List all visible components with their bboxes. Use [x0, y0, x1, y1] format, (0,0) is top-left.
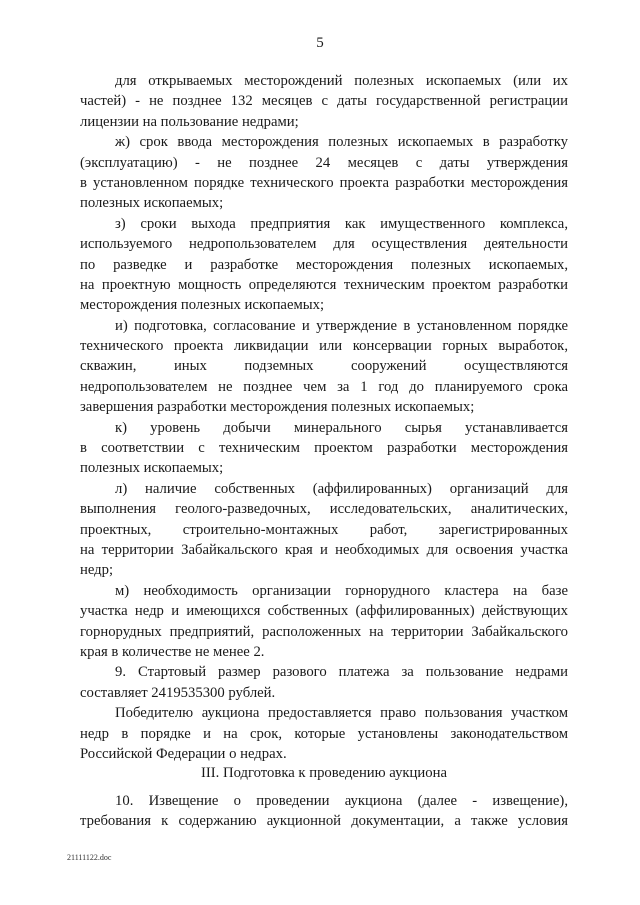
text-line: 9. Стартовый размер разового платежа за пользование недрами — [115, 664, 568, 681]
page-number: 5 — [316, 35, 324, 51]
text-line: в установленном порядке технического проекта разработки месторождения — [80, 174, 568, 191]
tail-text — [80, 791, 568, 832]
text-line: составляет 2419535300 рублей. — [80, 684, 276, 701]
text-line: требования к содержанию аукционной документации, а также условия — [80, 813, 568, 830]
text-line: и) подготовка, согласование и утверждение в установленном порядке — [115, 317, 568, 334]
text-line: (эксплуатацию) - не позднее 24 месяцев с даты утверждения — [80, 154, 568, 171]
text-line: месторождения полезных ископаемых; — [80, 297, 325, 314]
text-line: для открываемых месторождений полезных ископаемых (или их — [115, 73, 568, 89]
text-line: м) необходимость организации горнорудного кластера на базе — [115, 582, 568, 599]
text-line: недропользователем не позднее чем за 1 год до планируемого срока — [80, 378, 568, 395]
text-line: лицензии на пользование недрами; — [80, 113, 299, 130]
footer-file-code: 21111122.doc — [67, 853, 112, 862]
text-line: горнорудных предприятий, расположенных на территории Забайкальского — [80, 623, 568, 640]
text-line: проектных, строительно-монтажных работ, зарегистрированных — [80, 521, 568, 538]
text-line: участка недр и имеющихся собственных (аффилированных) действующих — [80, 603, 568, 620]
text-line: края в количестве не менее 2. — [80, 643, 265, 660]
body-text — [80, 71, 568, 764]
text-line: Победителю аукциона предоставляется право пользования участком — [115, 705, 568, 722]
text-line: в соответствии с техническим проектом разработки месторождения — [80, 440, 568, 457]
text-line: выполнения геолого-разведочных, исследовательских, аналитических, — [80, 501, 568, 518]
text-line: полезных ископаемых; — [80, 460, 224, 477]
text-line: недр; — [80, 562, 114, 579]
text-line: на проектную мощность определяются техническим проектом разработки — [80, 276, 568, 293]
text-line: завершения разработки месторождения полезных ископаемых; — [80, 399, 475, 416]
text-line: используемого недропользователем для осуществления деятельности — [80, 236, 568, 253]
text-line: 10. Извещение о проведении аукциона (далее - извещение), — [115, 793, 568, 809]
text-line: л) наличие собственных (аффилированных) организаций для — [115, 480, 568, 497]
text-line: к) уровень добычи минерального сырья устанавливается — [115, 419, 568, 436]
text-line: недр в порядке и на срок, которые установлены законодательством — [80, 725, 568, 742]
text-line: полезных ископаемых; — [80, 195, 224, 212]
text-line: по разведке и разработке месторождения полезных ископаемых, — [80, 256, 568, 273]
text-line: технического проекта ликвидации или консервации горных выработок, — [80, 338, 568, 355]
text-line: скважин, иных подземных сооружений осуществляются — [80, 358, 568, 375]
section-heading: III. Подготовка к проведению аукциона — [200, 765, 447, 781]
text-line: ж) срок ввода месторождения полезных ископаемых в разработку — [115, 134, 568, 151]
text-line: з) сроки выхода предприятия как имущественного комплекса, — [115, 215, 568, 232]
text-line: частей) - не позднее 132 месяцев с даты государственной регистрации — [80, 93, 568, 110]
text-line: на территории Забайкальского края и необходимых для освоения участка — [80, 541, 568, 558]
text-line: Российской Федерации о недрах. — [80, 745, 287, 762]
